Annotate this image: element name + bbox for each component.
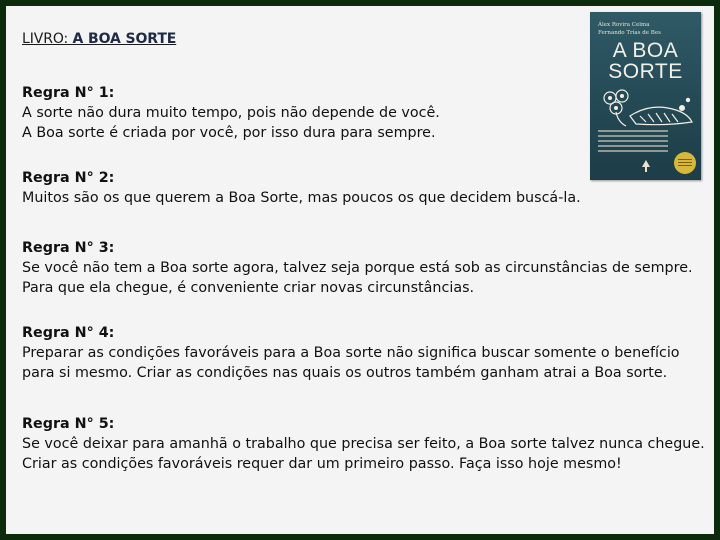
rule-label: Regra N° 2: (22, 170, 115, 186)
rule-text-line: Para que ela chegue, é conveniente criar novas circunstâncias. (22, 280, 475, 296)
rule-text-line: Se você não tem a Boa sorte agora, talvez seja porque está sob as circunstâncias de sempre. (22, 260, 693, 276)
title-prefix: LIVRO: (22, 31, 73, 47)
rule-text-line: Preparar as condições favoráveis para a Boa sorte não significa buscar somente o benefício (22, 345, 680, 361)
cover-title (590, 40, 701, 82)
rule-text-line: A Boa sorte é criada por você, por isso dura para sempre. (22, 125, 436, 141)
rule-text-line: para si mesmo. Criar as condições nas quais os outros também ganham atrai a Boa sorte. (22, 365, 668, 381)
rule-text-line: Criar as condições favoráveis requer dar um primeiro passo. Faça isso hoje mesmo! (22, 456, 622, 472)
publisher-logo-icon (640, 159, 652, 173)
rule-5 (22, 414, 712, 474)
rule-text-line: Muitos são os que querem a Boa Sorte, mas poucos os que decidem buscá-la. (22, 190, 581, 206)
clover-illustration-icon (596, 86, 696, 128)
cover-authors (598, 21, 661, 37)
rule-label: Regra N° 3: (22, 240, 115, 256)
cover-badge (674, 152, 696, 174)
cover-title-line: SORTE (608, 60, 683, 83)
rule-text-line: Se você deixar para amanhã o trabalho que precisa ser feito, a Boa sorte talvez nunca chegue. (22, 436, 705, 452)
title-book-name: A BOA SORTE (72, 31, 177, 47)
rule-text-line: A sorte não dura muito tempo, pois não depende de você. (22, 105, 440, 121)
cover-author: Fernando Trías de Bes (598, 30, 661, 36)
page-title (22, 31, 176, 47)
cover-title-line: A BOA (612, 39, 679, 62)
slide (6, 6, 714, 534)
cover-tagline-decoration (598, 130, 668, 156)
rule-label: Regra N° 1: (22, 85, 115, 101)
book-cover-image (590, 12, 701, 180)
rule-4 (22, 323, 712, 383)
cover-author: Álex Rovira Celma (598, 22, 650, 28)
rule-3 (22, 238, 712, 298)
rule-label: Regra N° 4: (22, 325, 115, 341)
rule-label: Regra N° 5: (22, 416, 115, 432)
